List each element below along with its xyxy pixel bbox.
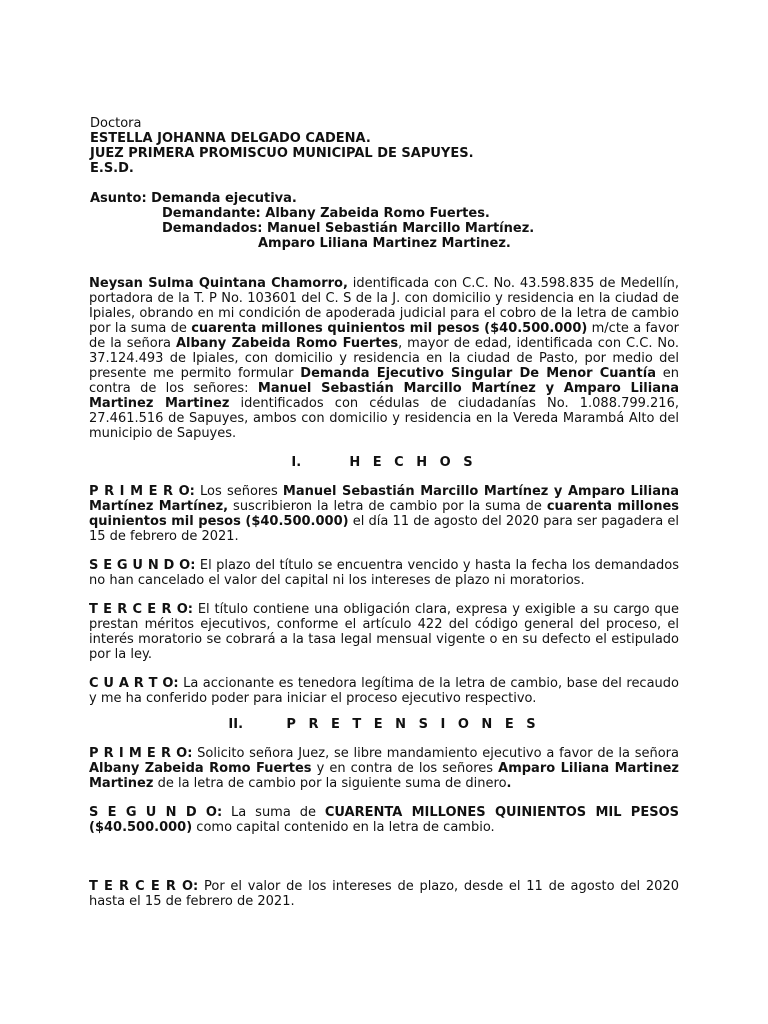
pretension-segundo	[89, 805, 679, 835]
text-run: de la letra de cambio por la siguiente suma de dinero	[153, 776, 507, 791]
text-run: como capital contenido en la letra de cambio.	[192, 820, 495, 835]
section-title: H E C H O S	[349, 455, 477, 470]
text-run: identificados con cédulas de ciudadanías No. 1.088.799.216, 27.461.516 de Sapuyes, ambos con domicilio y residencia en la Vereda Marambá Alto del municipio de Sapuyes.	[89, 396, 679, 441]
bold-text-run: T E R C E R O:	[89, 602, 193, 617]
document-body	[89, 276, 679, 909]
bold-text-run: cuarenta millones quinientos mil pesos ($40.500.000)	[89, 499, 680, 529]
bold-text-run: cuarenta millones quinientos mil pesos ($40.500.000)	[191, 321, 588, 336]
text-run: el día 11 de agosto del 2020 para ser pagadera el 15 de febrero de 2021.	[89, 514, 679, 544]
bold-text-run: T E R C E R O:	[89, 879, 199, 894]
section-heading-hechos	[89, 455, 679, 470]
bold-text-run: C U A R T O:	[89, 676, 179, 691]
text-run: El título contiene una obligación clara, expresa y exigible a su cargo que prestan méritos ejecutivos, conforme el artículo 422 del código general del proceso, el interés moratorio se cobrará a la tasa legal mensual vigente o en su defecto el estipulado por la ley.	[89, 602, 679, 662]
text-run: La accionante es tenedora legítima de la letra de cambio, base del recaudo y me ha conferido poder para iniciar el proceso ejecutivo respectivo.	[89, 676, 679, 706]
bold-text-run: P R I M E R O:	[89, 484, 195, 499]
pretension-primero	[89, 746, 679, 791]
bold-text-run: Neysan Sulma Quintana Chamorro,	[89, 276, 348, 291]
text-run: La suma de	[222, 805, 325, 820]
bold-text-run: CUARENTA MILLONES QUINIENTOS MIL PESOS ($40.500.000)	[89, 805, 679, 835]
bold-text-run: S E G U N D O:	[89, 805, 223, 820]
text-run: y en contra de los señores	[311, 761, 499, 776]
bold-text-run: Albany Zabeida Romo Fuertes	[89, 761, 312, 776]
section-heading-pretensiones	[89, 717, 679, 732]
text-run: Por el valor de los intereses de plazo, desde el 11 de agosto del 2020 hasta el 15 de febrero de 2021.	[89, 879, 679, 909]
hecho-segundo	[89, 558, 679, 588]
bold-text-run: P R I M E R O:	[89, 746, 193, 761]
text-run: m/cte a favor de la señora	[89, 321, 680, 351]
text-run: , mayor de edad, identificada con C.C. No. 37.124.493 de Ipiales, con domicilio y residencia en la ciudad de Pasto, por medio del presente me permito formular	[89, 336, 680, 381]
text-run: El plazo del título se encuentra vencido y hasta la fecha los demandados no han cancelado el valor del capital ni los intereses de plazo ni moratorios.	[89, 558, 679, 588]
hecho-primero	[89, 484, 679, 544]
spacer	[90, 176, 690, 191]
text-run: identificada con C.C. No. 43.598.835 de Medellín, portadora de la T. P No. 103601 del C. S de la J. con domicilio y residencia en la ciudad de Ipiales, obrando en mi condición de apoderada judicial para el cobro de la letra de cambio por la suma de	[89, 276, 679, 336]
bold-text-run: Manuel Sebastián Marcillo Martínez y Amparo Liliana Martinez Martinez	[89, 381, 679, 411]
hecho-cuarto	[89, 676, 679, 706]
bold-text-run: S E G U N D O:	[89, 558, 196, 573]
judge-name: ESTELLA JOHANNA DELGADO CADENA.	[90, 131, 371, 146]
intro-paragraph	[89, 276, 679, 441]
section-number: I.	[291, 455, 302, 470]
text-run: Los señores	[194, 484, 283, 499]
bold-text-run: Amparo Liliana Martinez Martinez	[89, 761, 679, 791]
bold-text-run: Albany Zabeida Romo Fuertes	[175, 336, 399, 351]
section-number: II.	[228, 717, 244, 732]
bold-text-run: Manuel Sebastián Marcillo Martínez y Amparo Liliana Martínez Martínez,	[89, 484, 680, 514]
section-title: P R E T E N S I O N E S	[286, 717, 540, 732]
salutation: Doctora	[90, 116, 142, 131]
letter-header	[90, 116, 690, 251]
text-run: Solicito señora Juez, se libre mandamiento ejecutivo a favor de la señora	[192, 746, 679, 761]
pretension-tercero	[89, 879, 679, 909]
court-name: JUEZ PRIMERA PROMISCUO MUNICIPAL DE SAPUYES.	[90, 146, 474, 161]
defendants-line-2: Amparo Liliana Martinez Martinez.	[258, 236, 511, 251]
plaintiff-line: Demandante: Albany Zabeida Romo Fuertes.	[162, 206, 490, 221]
hecho-tercero	[89, 602, 679, 662]
defendants-line: Demandados: Manuel Sebastián Marcillo Martínez.	[162, 221, 535, 236]
bold-text-run: .	[506, 776, 512, 791]
text-run: en contra de los señores:	[89, 366, 679, 396]
text-run: suscribieron la letra de cambio por la suma de	[228, 499, 547, 514]
esd-line: E.S.D.	[90, 161, 134, 176]
subject-line: Asunto: Demanda ejecutiva.	[90, 191, 297, 206]
bold-text-run: Demanda Ejecutivo Singular De Menor Cuantía	[300, 366, 656, 381]
